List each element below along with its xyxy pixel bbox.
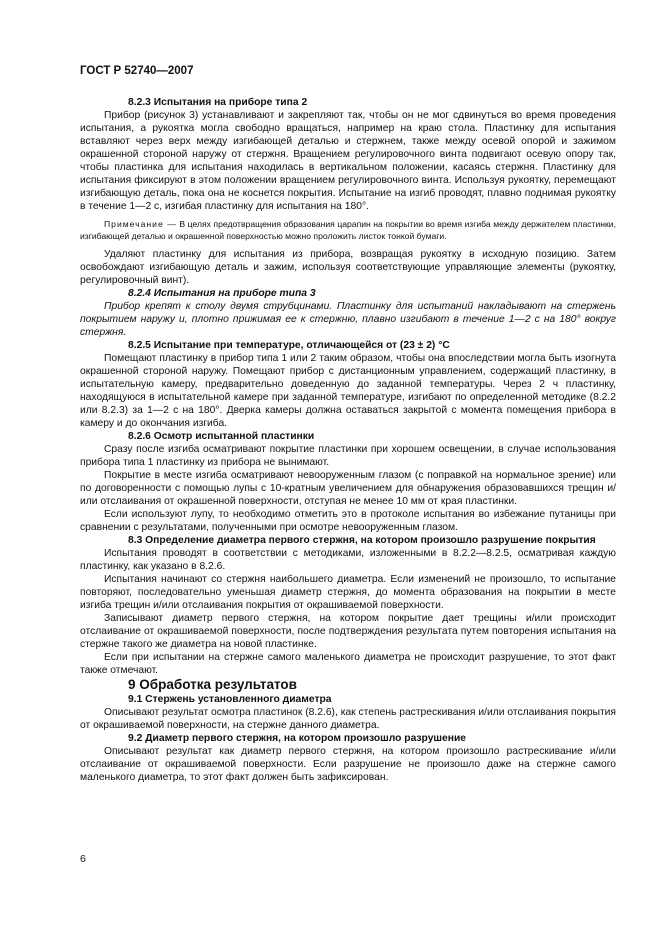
section-heading-8-2-6: 8.2.6 Осмотр испытанной пластинки: [128, 431, 315, 442]
document-header: ГОСТ Р 52740—2007: [80, 65, 194, 77]
section-heading-9-1: 9.1 Стержень установленного диаметра: [128, 694, 332, 705]
note-text: В целях предотвращения образования царапин на покрытии во время изгиба между держателем пластинки, изгибающей деталью и окрашенной поверхностью можно проложить листок тонкой бумаги.: [80, 219, 616, 241]
section-heading-9: 9 Обработка результатов: [128, 677, 297, 692]
page-body: [80, 96, 616, 784]
paragraph: Прибор (рисунок 3) устанавливают и закрепляют так, чтобы он не мог сдвинуться во время проведения испытания, а рукоятка могла свободно вращаться, например на краю стола. Пластинку для испытания вставляют через верх между изгибающей деталью и стержнем, также между осевой опорой и зажимом окрашенной стороной наружу от стержня. Вращением регулировочного винта подвигают осевую опору так, чтобы пластинка для испытания находилась в вертикальном положении, касаясь стержня. Пластинку для испытания фиксируют в этом положении вращением регулировочного винта. Используя рукоятку, перемещают изгибающую деталь, пока она не коснется покрытия. Испытание на изгиб проводят, плавно поднимая рукоятку в течение 1—2 с, изгибая пластинку для испытания на 180°.: [80, 110, 616, 212]
paragraph: Помещают пластинку в прибор типа 1 или 2 таким образом, чтобы она впоследствии могла быть изогнута окрашенной стороной наружу. Помещают прибор с дистанционным управлением, содержащий пластинку, в испытательную камеру, предварительно доведенную до заданной температуры. Через 2 ч пластинку, находящуюся в испытательной камере при заданной температуре, изгибают по определенной методике (8.2.2 или 8.2.3) за 1—2 с на 180°. Дверка камеры должна оставаться закрытой с момента помещения прибора в камеру и до окончания изгиба.: [80, 353, 616, 429]
note-label: Примечание —: [104, 219, 177, 229]
section-heading-8-3: 8.3 Определение диаметра первого стержня, на котором произошло разрушение покрытия: [128, 535, 596, 546]
paragraph: Покрытие в месте изгиба осматривают невооруженным глазом (с поправкой на нормальное зрение) или по договоренности с помощью лупы с 10-кратным увеличением для обнаружения образовавшихся трещин и/или отслаивания от окрашенной поверхности, отступая не менее 10 мм от края пластинки.: [80, 470, 616, 507]
paragraph: Если используют лупу, то необходимо отметить это в протоколе испытания во избежание путаницы при сравнении с результатами, полученными при осмотре невооруженным глазом.: [80, 509, 616, 533]
paragraph: Сразу после изгиба осматривают покрытие пластинки при хорошем освещении, в случае использования прибора типа 1 пластинку из прибора не вынимают.: [80, 444, 616, 468]
section-heading-8-2-3: 8.2.3 Испытания на приборе типа 2: [128, 97, 308, 108]
paragraph: Описывают результат осмотра пластинок (8.2.6), как степень растрескивания и/или отслаивания покрытия от окрашиваемой поверхности, на стержне данного диаметра.: [80, 707, 617, 731]
section-heading-8-2-5: 8.2.5 Испытание при температуре, отличающейся от (23 ± 2) °С: [128, 340, 450, 351]
paragraph: Испытания начинают со стержня наибольшего диаметра. Если изменений не произошло, то испытание повторяют, последовательно уменьшая диаметр стержня, до момента образования на покрытии в месте изгиба трещин и/или отслаивания покрытия от окрашиваемой поверхности.: [80, 574, 616, 611]
paragraph: Прибор крепят к столу двумя струбцинами. Пластинку для испытаний накладывают на стержень покрытием наружу и, плотно прижимая ее к стержню, плавно изгибают в течение 1—2 с на 180° вокруг стержня.: [80, 301, 616, 338]
page-number: 6: [80, 853, 86, 865]
section-heading-9-2: 9.2 Диаметр первого стержня, на котором произошло разрушение: [128, 733, 467, 744]
paragraph: Записывают диаметр первого стержня, на котором покрытие дает трещины и/или происходит отслаивание от окрашиваемой поверхности, после подтверждения результата путем повторения испытания на стержне такого же диаметра на новой пластинке.: [80, 613, 616, 650]
section-heading-8-2-4: 8.2.4 Испытания на приборе типа 3: [128, 288, 316, 299]
paragraph: Описывают результат как диаметр первого стержня, на котором произошло растрескивание и/или отслаивание от окрашиваемой поверхности. Если разрушение не произошло даже на стержне самого маленького диаметра, то этот факт должен быть зафиксирован.: [80, 746, 616, 783]
paragraph: Испытания проводят в соответствии с методиками, изложенными в 8.2.2—8.2.5, осматривая каждую пластинку, как указано в 8.2.6.: [80, 548, 616, 572]
note: [80, 219, 616, 242]
paragraph: Если при испытании на стержне самого маленького диаметра не происходит разрушение, то этот факт также отмечают.: [80, 652, 616, 676]
paragraph: Удаляют пластинку для испытания из прибора, возвращая рукоятку в исходную позицию. Затем освобождают изгибающую деталь и зажим, используя соответствующие управляющие элементы (рукоятку, регулировочный винт).: [80, 249, 616, 286]
